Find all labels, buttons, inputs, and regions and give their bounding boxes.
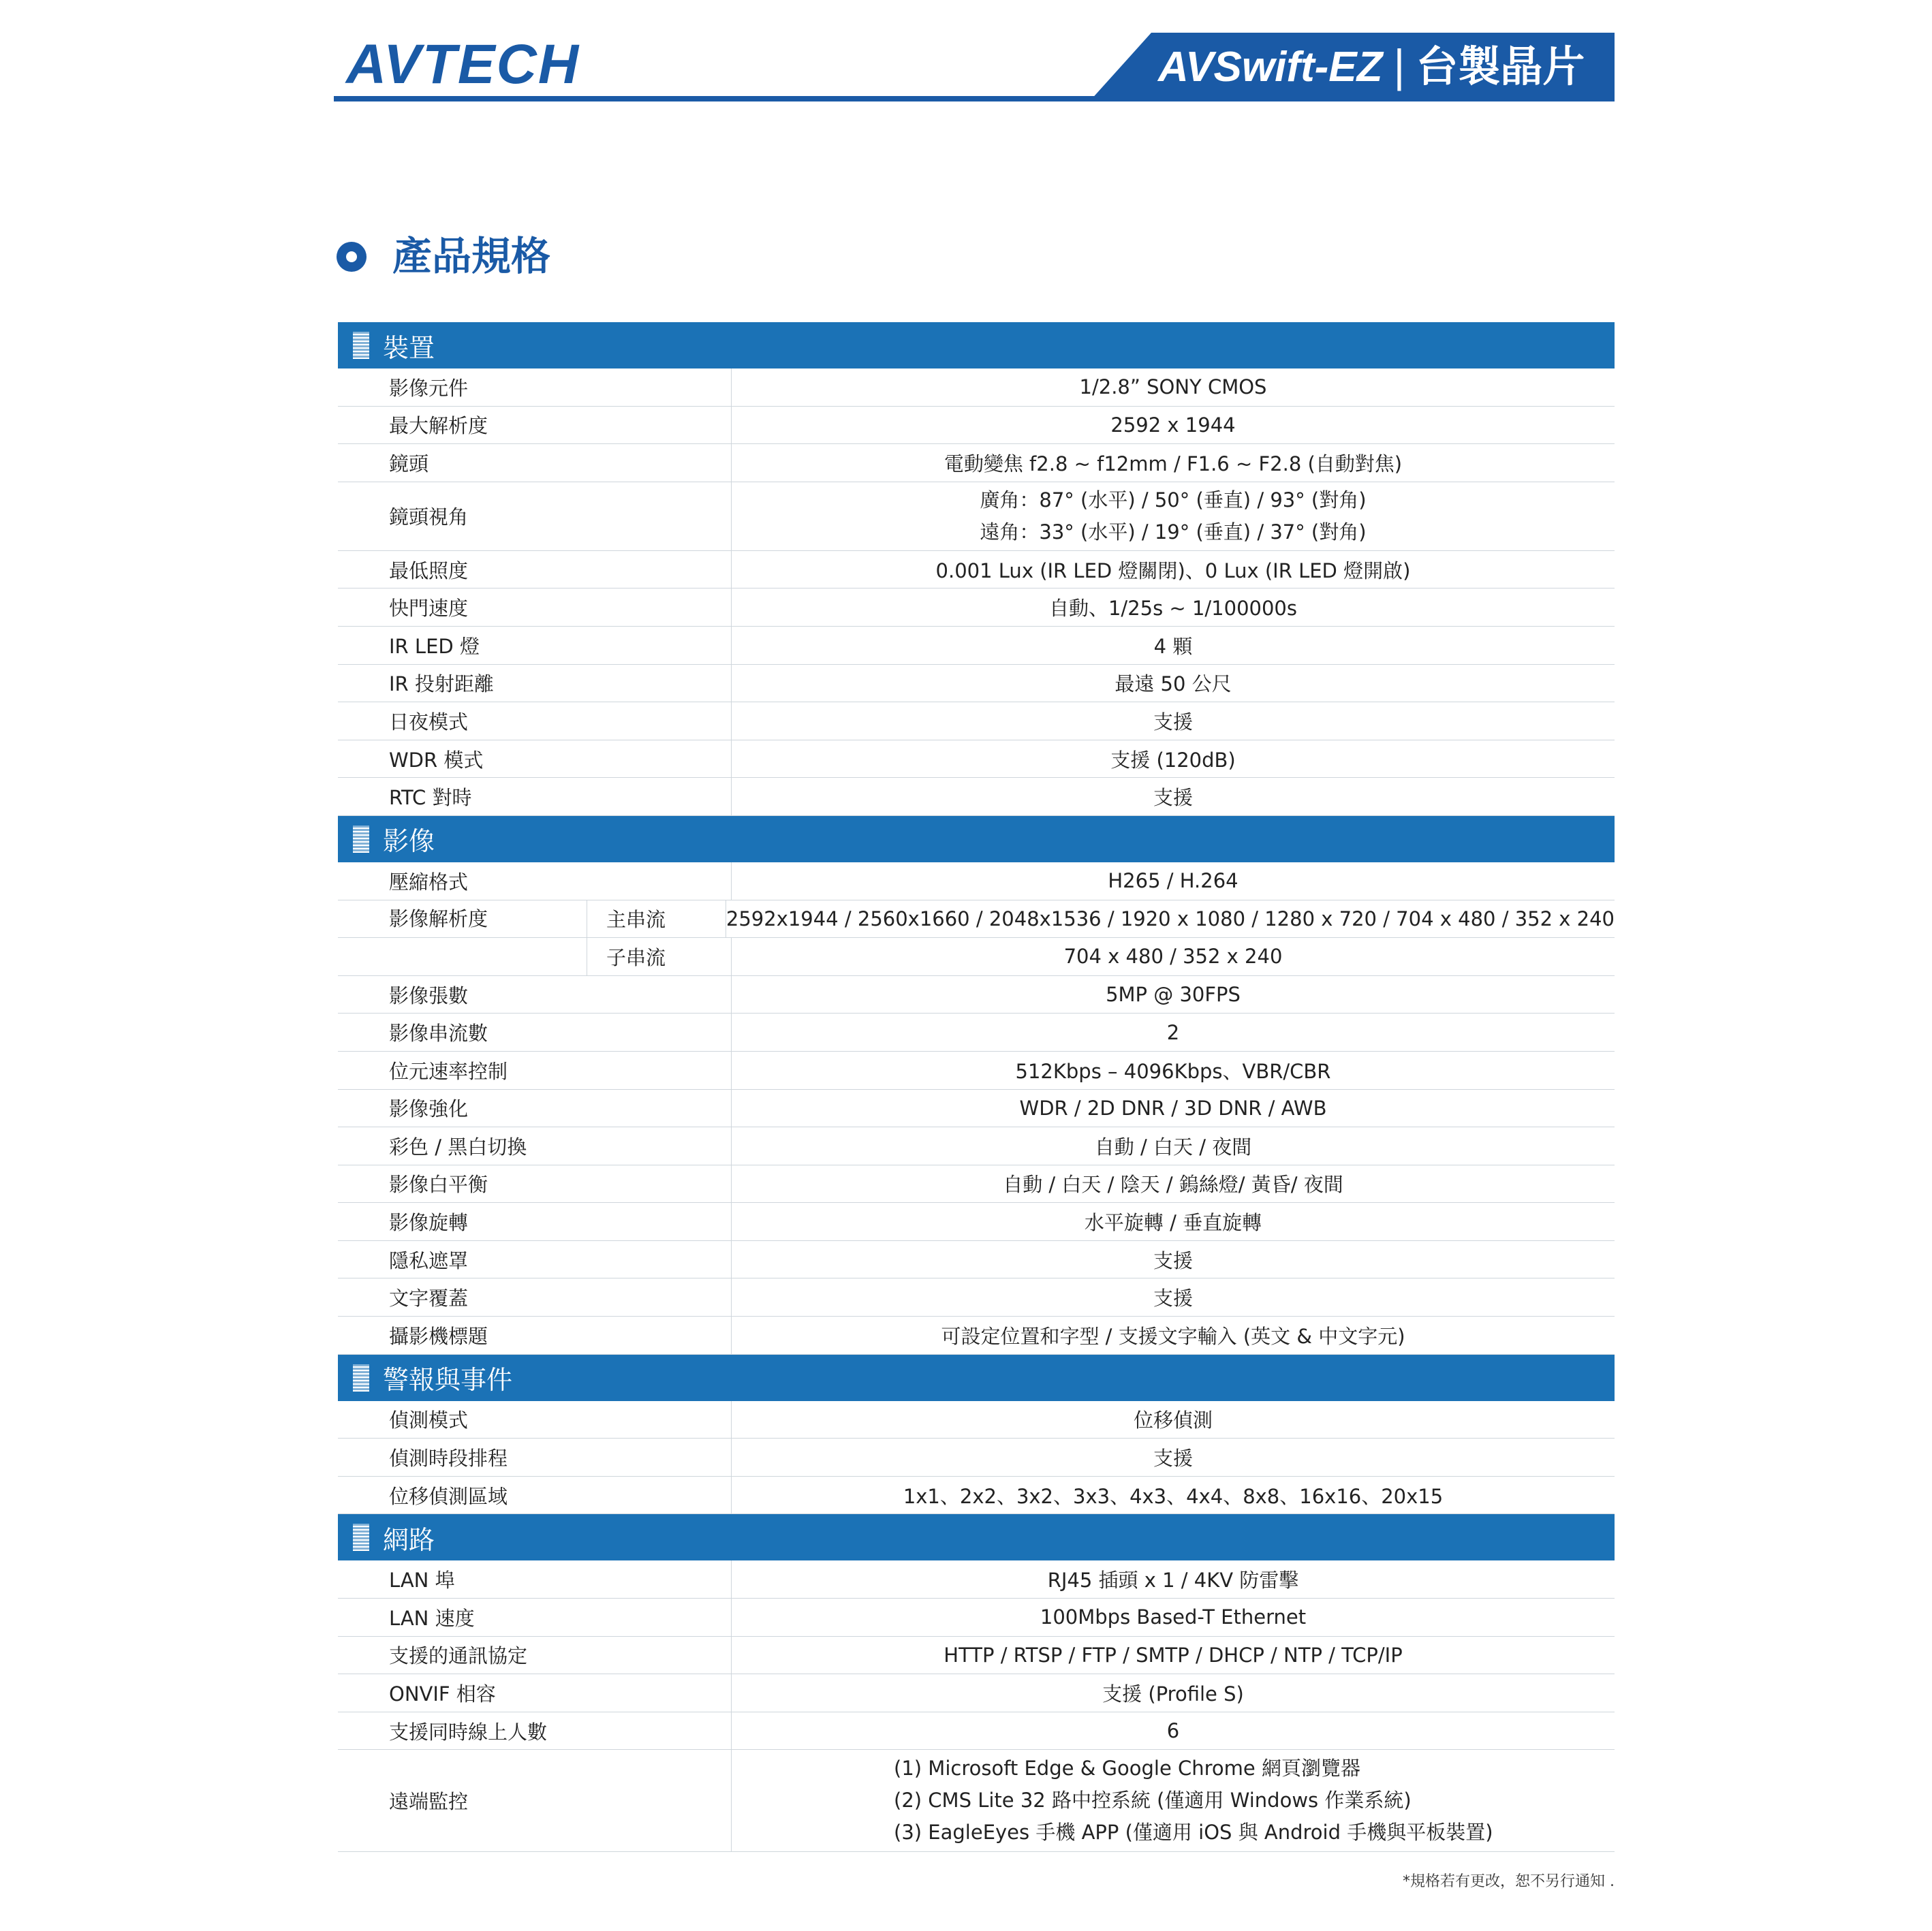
spec-value: 0.001 Lux (IR LED 燈關閉)、0 Lux (IR LED 燈開啟) — [935, 559, 1411, 582]
spec-value: 支援 — [1153, 786, 1193, 810]
spec-value: 自動 / 白天 / 夜間 — [1094, 1135, 1252, 1159]
spec-value: HTTP / RTSP / FTP / SMTP / DHCP / NTP / TCP/IP — [944, 1643, 1403, 1667]
spec-label: 鏡頭 — [338, 444, 732, 482]
table-row — [338, 482, 1615, 551]
spec-label: 彩色 / 黑白切換 — [338, 1127, 732, 1165]
spec-label: WDR 模式 — [338, 740, 732, 778]
spec-value: WDR / 2D DNR / 3D DNR / AWB — [1019, 1096, 1327, 1120]
table-row — [338, 1637, 1615, 1675]
brand-separator: | — [1392, 42, 1407, 91]
table-row — [338, 900, 1615, 939]
spec-value: 4 顆 — [1153, 634, 1193, 658]
spec-table — [338, 322, 1615, 1852]
table-row — [338, 588, 1615, 627]
spec-label: IR LED 燈 — [338, 627, 732, 664]
spec-label: 最低照度 — [338, 551, 732, 588]
spec-value: 最遠 50 公尺 — [1115, 672, 1232, 696]
spec-label: 鏡頭視角 — [338, 482, 732, 550]
page-title: 產品規格 — [392, 233, 551, 279]
table-row — [338, 1401, 1615, 1439]
table-row — [338, 1560, 1615, 1599]
spec-value: 100Mbps Based-T Ethernet — [1040, 1605, 1307, 1629]
spec-value: 704 x 480 / 352 x 240 — [1063, 945, 1283, 969]
table-row — [338, 1203, 1615, 1241]
table-row — [338, 1052, 1615, 1090]
spec-label: 位元速率控制 — [338, 1052, 732, 1089]
spec-label: 攝影機標題 — [338, 1317, 732, 1354]
spec-label: LAN 埠 — [338, 1560, 732, 1598]
section-bar-icon — [353, 332, 369, 359]
spec-label: 影像旋轉 — [338, 1203, 732, 1240]
table-row — [338, 368, 1615, 407]
header-divider — [334, 96, 1615, 101]
brand-name: AVSwift-EZ — [1158, 44, 1383, 91]
spec-value: 自動 / 白天 / 陰天 / 鎢絲燈/ 黃昏/ 夜間 — [1003, 1173, 1343, 1197]
spec-label: 影像元件 — [338, 368, 732, 406]
spec-label: RTC 對時 — [338, 778, 732, 815]
section-bar-icon — [353, 1524, 369, 1551]
spec-value-line: 遠角：33° (水平) / 19° (垂直) / 37° (對角) — [980, 520, 1367, 544]
spec-label: LAN 速度 — [338, 1599, 732, 1636]
spec-value: H265 / H.264 — [1108, 869, 1238, 893]
brand-tagline: 台製晶片 — [1416, 42, 1585, 91]
table-row — [338, 627, 1615, 665]
spec-label: 隱私遮罩 — [338, 1241, 732, 1278]
section-bar-icon — [353, 1364, 369, 1392]
spec-label: 位移偵測區域 — [338, 1477, 732, 1514]
table-row — [338, 702, 1615, 740]
section-title: 警報與事件 — [383, 1365, 513, 1396]
section-title: 裝置 — [383, 332, 435, 363]
spec-value — [732, 482, 1615, 550]
table-row — [338, 407, 1615, 445]
spec-value: 5MP @ 30FPS — [1106, 983, 1241, 1007]
spec-label: 偵測模式 — [338, 1401, 732, 1439]
spec-value — [732, 1750, 1615, 1851]
section-title: 網路 — [383, 1524, 435, 1555]
table-row — [338, 1241, 1615, 1279]
spec-value: 支援 — [1153, 1447, 1193, 1471]
spec-label: 支援同時線上人數 — [338, 1712, 732, 1750]
spec-label: 最大解析度 — [338, 407, 732, 444]
spec-value: 自動、1/25s ~ 1/100000s — [1048, 597, 1297, 621]
spec-sublabel: 子串流 — [587, 938, 732, 975]
spec-label: 快門速度 — [338, 588, 732, 626]
spec-label: 影像強化 — [338, 1090, 732, 1127]
footnote: *規格若有更改，恕不另行通知 . — [1403, 1873, 1615, 1890]
spec-value: 支援 — [1153, 710, 1193, 734]
spec-label: 影像串流數 — [338, 1014, 732, 1051]
table-row — [338, 862, 1615, 900]
spec-value: 水平旋轉 / 垂直旋轉 — [1084, 1211, 1262, 1235]
spec-label: ONVIF 相容 — [338, 1674, 732, 1712]
table-row — [338, 1014, 1615, 1052]
spec-label: 偵測時段排程 — [338, 1439, 732, 1476]
spec-value: 2592x1944 / 2560x1660 / 2048x1536 / 1920 x 1080 / 1280 x 720 / 704 x 480 / 352 x 240 — [726, 907, 1615, 930]
spec-sublabel: 主串流 — [587, 900, 732, 938]
section-header-network — [338, 1514, 1615, 1560]
spec-value: 支援 (Profile S) — [1102, 1682, 1244, 1706]
section-title: 影像 — [383, 826, 435, 857]
spec-label: 日夜模式 — [338, 702, 732, 740]
spec-label — [338, 938, 732, 975]
spec-value-line: (3) EagleEyes 手機 APP (僅適用 iOS 與 Android 手機與平板裝置) — [894, 1821, 1493, 1844]
section-header-device — [338, 322, 1615, 368]
table-row — [338, 1599, 1615, 1637]
table-row — [338, 551, 1615, 589]
spec-label: 遠端監控 — [338, 1750, 732, 1851]
table-row — [338, 976, 1615, 1014]
table-row — [338, 740, 1615, 779]
table-row — [338, 1278, 1615, 1317]
table-row — [338, 1439, 1615, 1477]
spec-label-text: 影像解析度 — [389, 907, 488, 930]
spec-label: 文字覆蓋 — [338, 1278, 732, 1316]
spec-value: 電動變焦 f2.8 ~ f12mm / F1.6 ~ F2.8 (自動對焦) — [944, 452, 1403, 475]
brand-title — [1158, 41, 1585, 93]
table-row — [338, 1477, 1615, 1515]
avtech-logo: AVTECH — [346, 33, 580, 95]
spec-value-list — [894, 1753, 1493, 1849]
spec-label: 支援的通訊協定 — [338, 1637, 732, 1674]
spec-value: 512Kbps – 4096Kbps、VBR/CBR — [1015, 1059, 1331, 1083]
spec-label: 影像白平衡 — [338, 1165, 732, 1203]
spec-value: RJ45 插頭 x 1 / 4KV 防雷擊 — [1047, 1569, 1299, 1592]
spec-label: IR 投射距離 — [338, 665, 732, 702]
section-header-alarm — [338, 1355, 1615, 1401]
spec-value: 1/2.8” SONY CMOS — [1079, 375, 1267, 399]
spec-value: 可設定位置和字型 / 支援文字輸入 (英文 & 中文字元) — [941, 1324, 1405, 1348]
circle-bullet-icon — [337, 242, 367, 272]
table-row — [338, 1165, 1615, 1204]
spec-value: 位移偵測 — [1133, 1409, 1213, 1432]
spec-value: 2592 x 1944 — [1110, 413, 1236, 437]
table-row — [338, 444, 1615, 482]
spec-value: 支援 (120dB) — [1110, 748, 1236, 772]
table-row — [338, 665, 1615, 703]
spec-label: 壓縮格式 — [338, 862, 732, 900]
spec-value: 1x1、2x2、3x2、3x3、4x3、4x4、8x8、16x16、20x15 — [903, 1484, 1444, 1508]
table-row — [338, 1750, 1615, 1852]
table-row — [338, 1674, 1615, 1712]
table-row — [338, 1090, 1615, 1128]
spec-value: 支援 — [1153, 1287, 1193, 1310]
spec-label: 影像張數 — [338, 976, 732, 1014]
spec-value: 6 — [1166, 1719, 1180, 1743]
table-row — [338, 938, 1615, 976]
spec-value-line: 廣角：87° (水平) / 50° (垂直) / 93° (對角) — [980, 488, 1367, 512]
spec-label — [338, 900, 726, 938]
section-header-image — [338, 816, 1615, 862]
spec-value: 支援 — [1153, 1249, 1193, 1272]
spec-value: 2 — [1166, 1020, 1180, 1044]
section-bar-icon — [353, 826, 369, 853]
spec-value-line: (2) CMS Lite 32 路中控系統 (僅適用 Windows 作業系統) — [894, 1789, 1412, 1812]
table-row — [338, 1317, 1615, 1355]
spec-value-line: (1) Microsoft Edge & Google Chrome 網頁瀏覽器 — [894, 1757, 1360, 1780]
table-row — [338, 1712, 1615, 1751]
table-row — [338, 778, 1615, 816]
table-row — [338, 1127, 1615, 1165]
